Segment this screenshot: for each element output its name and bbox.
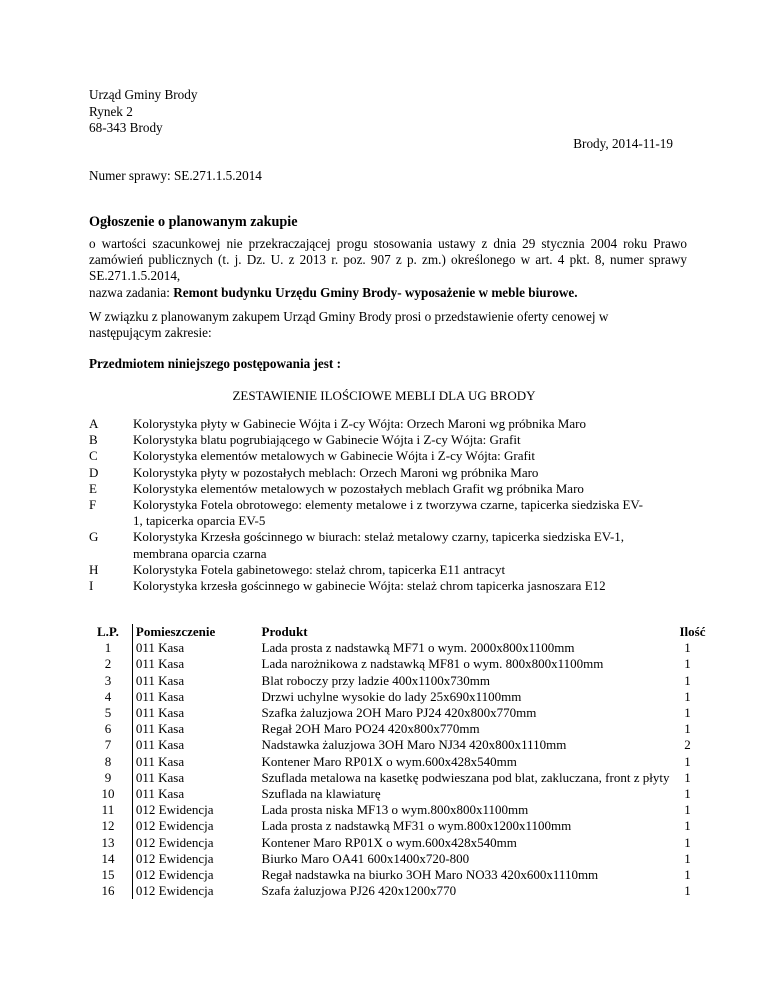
furniture-table [89, 624, 711, 899]
cell-product: Lada narożnikowa z nadstawką MF81 o wym. 800x800x1100mm [261, 656, 604, 672]
table-row [89, 705, 711, 721]
cell-product: Biurko Maro OA41 600x1400x720-800 [261, 850, 470, 866]
cell-product: Regał nadstawka na biurko 3OH Maro NO33 420x600x1110mm [261, 867, 599, 883]
table-row [89, 640, 711, 656]
cell-lp: 9 [104, 769, 112, 785]
cell-product: Blat roboczy przy ladzie 400x1100x730mm [261, 672, 490, 688]
table-row [89, 867, 711, 883]
cell-lp: 3 [104, 672, 112, 688]
header-qty: Ilość [679, 624, 706, 639]
task-label: nazwa zadania: [89, 284, 174, 300]
header-product: Produkt [261, 624, 308, 639]
office-name: Urząd Gminy Brody [89, 87, 198, 102]
color-spec-letter: D [89, 464, 99, 480]
cell-room: 011 Kasa [132, 640, 259, 656]
header-room: Pomieszczenie [132, 624, 259, 640]
document-title: Ogłoszenie o planowanym zakupie [89, 214, 298, 230]
cell-room: 012 Ewidencja [132, 802, 259, 818]
cell-lp: 5 [104, 705, 112, 721]
table-row [89, 770, 711, 786]
color-spec-letter: B [89, 432, 98, 448]
color-spec-text: Kolorystyka krzesła gościnnego w gabinecie Wójta: stelaż chrom tapicerka jasnoszara E12 [133, 578, 606, 594]
cell-qty: 1 [684, 656, 691, 672]
cell-room: 011 Kasa [132, 705, 259, 721]
cell-lp: 2 [104, 656, 112, 672]
cell-lp: 14 [101, 850, 115, 866]
table-row [89, 835, 711, 851]
cell-qty: 1 [684, 834, 691, 850]
cell-product: Szafka żaluzjowa 2OH Maro PJ24 420x800x770mm [261, 705, 537, 721]
color-spec-letter: A [89, 416, 99, 431]
color-spec-letter: F [89, 497, 97, 513]
cell-product: Regał 2OH Maro PO24 420x800x770mm [261, 721, 480, 737]
color-spec-list [89, 416, 649, 594]
office-address [89, 87, 197, 137]
cell-lp: 13 [101, 834, 115, 850]
cell-product: Szuflada na klawiaturę [261, 786, 381, 802]
color-spec-item [89, 416, 649, 432]
cell-product: Nadstawka żaluzjowa 3OH Maro NJ34 420x800x1110mm [261, 737, 567, 753]
cell-room: 012 Ewidencja [132, 883, 259, 899]
color-spec-text: Kolorystyka blatu pogrubiającego w Gabinecie Wójta i Z-cy Wójta: Grafit [133, 432, 521, 448]
cell-qty: 1 [684, 688, 691, 704]
table-row [89, 883, 711, 899]
subject-heading: Przedmiotem niniejszego postępowania jest : [89, 356, 341, 371]
cell-room: 011 Kasa [132, 786, 259, 802]
cell-product: Drzwi uchylne wysokie do lady 25x690x1100mm [261, 688, 522, 704]
color-spec-text: Kolorystyka Fotela gabinetowego: stelaż chrom, tapicerka E11 antracyt [133, 561, 506, 577]
cell-qty: 2 [684, 737, 691, 753]
request-paragraph: W związku z planowanym zakupem Urząd Gminy Brody prosi o przedstawienie oferty cenowej w następującym zakresie: [89, 309, 609, 341]
cell-room: 011 Kasa [132, 689, 259, 705]
table-row [89, 754, 711, 770]
color-spec-letter: E [89, 480, 97, 496]
office-street: Rynek 2 [89, 103, 133, 119]
cell-qty: 1 [684, 850, 691, 866]
cell-room: 012 Ewidencja [132, 835, 259, 851]
table-row [89, 689, 711, 705]
cell-room: 011 Kasa [132, 737, 259, 753]
cell-qty: 1 [684, 705, 691, 721]
table-row [89, 818, 711, 834]
cell-room: 011 Kasa [132, 721, 259, 737]
table-row [89, 656, 711, 672]
office-city: 68-343 Brody [89, 120, 163, 135]
cell-room: 011 Kasa [132, 754, 259, 770]
table-row [89, 737, 711, 753]
color-spec-text: Kolorystyka elementów metalowych w pozostałych meblach Grafit wg próbnika Maro [133, 480, 584, 496]
intro-text: o wartości szacunkowej nie przekraczającej progu stosowania ustawy z dnia 29 stycznia 2004 roku Prawo zamówień publicznych (t. j. Dz. U. z 2013 r. poz. 907 z p. zm.) określonego w art. 4 pkt. 8, numer sprawy SE.271.1.5.2014, [89, 236, 687, 284]
table-row [89, 851, 711, 867]
cell-lp: 15 [101, 867, 115, 883]
color-spec-item [89, 562, 649, 578]
case-number: Numer sprawy: SE.271.1.5.2014 [89, 168, 262, 183]
cell-room: 011 Kasa [132, 656, 259, 672]
cell-room: 012 Ewidencja [132, 818, 259, 834]
color-spec-letter: G [89, 529, 99, 545]
cell-qty: 1 [684, 818, 691, 834]
color-spec-text: Kolorystyka Krzesła gościnnego w biurach: stelaż metalowy czarny, tapicerka siedziska EV-1, membrana oparcia czarna [133, 529, 625, 561]
table-header-row [89, 624, 711, 640]
cell-lp: 4 [104, 688, 112, 704]
color-spec-item [89, 465, 649, 481]
intro-paragraph [89, 236, 687, 301]
document-date: Brody, 2014-11-19 [573, 136, 673, 151]
cell-qty: 1 [684, 867, 691, 883]
cell-lp: 8 [104, 753, 112, 769]
table-row [89, 802, 711, 818]
cell-product: Kontener Maro RP01X o wym.600x428x540mm [261, 753, 517, 769]
cell-room: 012 Ewidencja [132, 867, 259, 883]
table-row [89, 786, 711, 802]
cell-qty: 1 [684, 802, 691, 818]
color-spec-letter: I [89, 578, 94, 594]
color-spec-item [89, 432, 649, 448]
cell-qty: 1 [684, 786, 691, 802]
cell-qty: 1 [684, 769, 691, 785]
cell-qty: 1 [684, 883, 691, 899]
table-row [89, 721, 711, 737]
cell-lp: 12 [101, 818, 115, 834]
color-spec-item [89, 497, 649, 529]
color-spec-letter: C [89, 448, 98, 464]
table-row [89, 673, 711, 689]
cell-product: Lada prosta z nadstawką MF71 o wym. 2000x800x1100mm [261, 640, 575, 656]
color-spec-item [89, 448, 649, 464]
cell-qty: 1 [684, 640, 691, 656]
cell-product: Kontener Maro RP01X o wym.600x428x540mm [261, 834, 517, 850]
cell-qty: 1 [684, 721, 691, 737]
summary-title: ZESTAWIENIE ILOŚCIOWE MEBLI DLA UG BRODY [232, 388, 536, 403]
cell-lp: 7 [104, 737, 112, 753]
color-spec-text: Kolorystyka płyty w pozostałych meblach: Orzech Maroni wg próbnika Maro [133, 464, 539, 480]
task-name: Remont budynku Urzędu Gminy Brody- wyposażenie w meble biurowe. [173, 284, 578, 300]
color-spec-letter: H [89, 561, 99, 577]
cell-lp: 1 [104, 640, 112, 656]
cell-room: 012 Ewidencja [132, 851, 259, 867]
color-spec-text: Kolorystyka płyty w Gabinecie Wójta i Z-cy Wójta: Orzech Maroni wg próbnika Maro [133, 416, 586, 431]
cell-product: Lada prosta z nadstawką MF31 o wym.800x1200x1100mm [261, 818, 572, 834]
cell-lp: 16 [101, 883, 115, 899]
cell-qty: 1 [684, 672, 691, 688]
cell-qty: 1 [684, 753, 691, 769]
cell-product: Lada prosta niska MF13 o wym.800x800x1100mm [261, 802, 529, 818]
color-spec-item [89, 481, 649, 497]
color-spec-text: Kolorystyka Fotela obrotowego: elementy metalowe i z tworzywa czarne, tapicerka siedziska EV-1, tapicerka oparcia EV-5 [133, 497, 643, 529]
cell-product: Szuflada metalowa na kasetkę podwieszana pod blat, zakluczana, front z płyty [261, 769, 670, 785]
color-spec-item [89, 529, 649, 561]
cell-lp: 10 [101, 786, 115, 802]
cell-room: 011 Kasa [132, 673, 259, 689]
cell-room: 011 Kasa [132, 770, 259, 786]
header-lp: L.P. [96, 624, 119, 639]
task-line [89, 285, 687, 301]
cell-lp: 6 [104, 721, 112, 737]
cell-lp: 11 [101, 802, 115, 818]
color-spec-text: Kolorystyka elementów metalowych w Gabinecie Wójta i Z-cy Wójta: Grafit [133, 448, 536, 464]
cell-product: Szafa żaluzjowa PJ26 420x1200x770 [261, 883, 457, 899]
color-spec-item [89, 578, 649, 594]
